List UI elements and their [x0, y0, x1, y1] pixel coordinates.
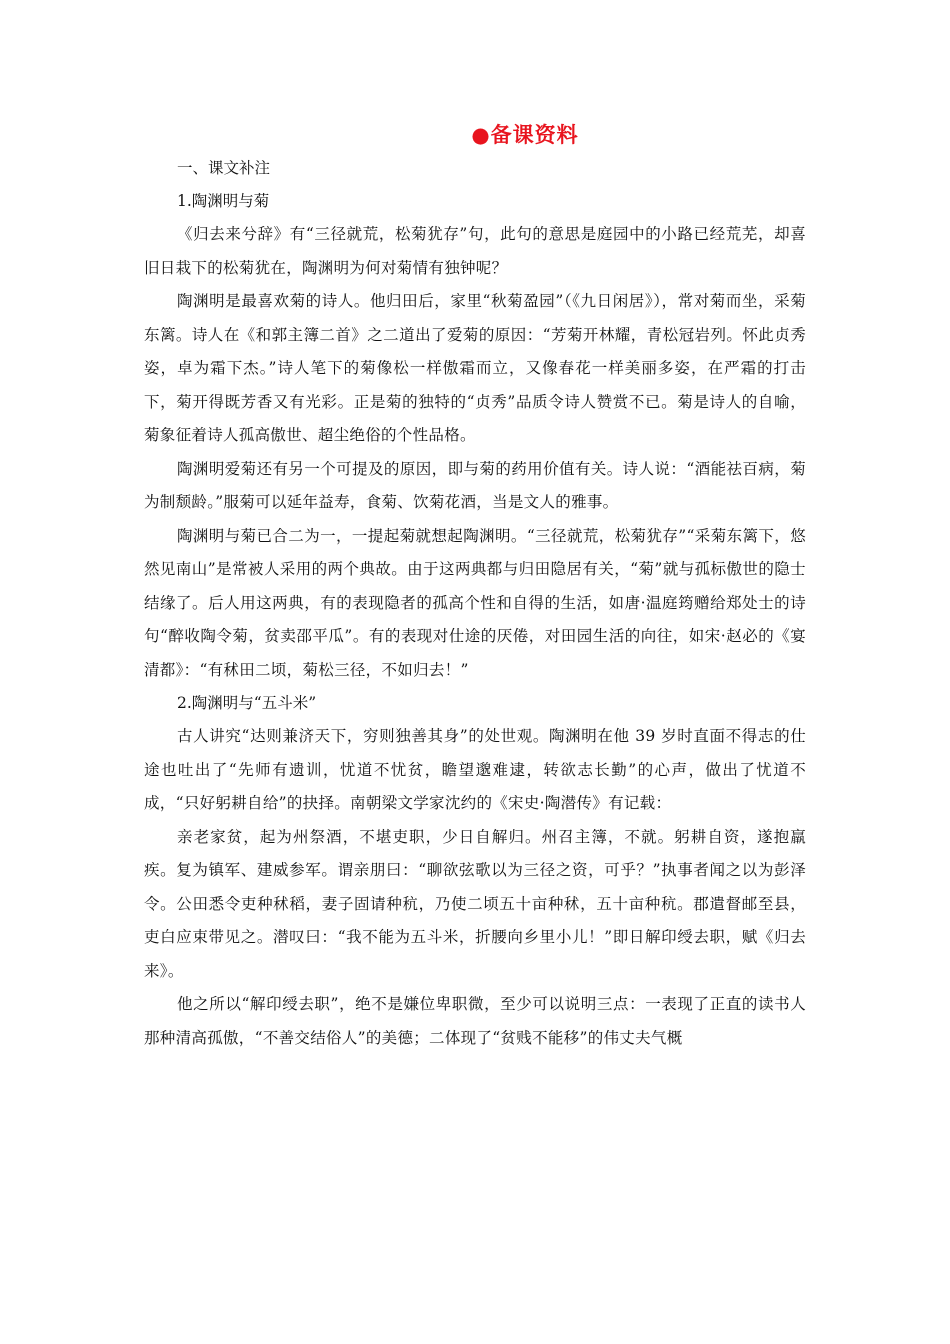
paragraph-6: 亲老家贫，起为州祭酒，不堪吏职，少日自解归。州召主簿，不就。躬耕自资，遂抱羸疾。复为镇军、建威参军。谓亲朋曰：“聊欲弦歌以为三径之资，可乎？”执事者闻之以为彭泽令。公田悉令吏种秫稻，妻子固请种秔，乃使二顷五十亩种秫，五十亩种秔。郡遣督邮至县，吏白应束带见之。潜叹曰：“我不能为五斗米，折腰向乡里小儿！”即日解印绶去职，赋《归去来》。	[144, 827, 806, 980]
paragraph-1: 《归去来兮辞》有“三径就荒，松菊犹存”句，此句的意思是庭园中的小路已经荒芜，却喜旧日栽下的松菊犹在，陶渊明为何对菊情有独钟呢？	[144, 225, 806, 277]
subsection-heading-2: 2.陶渊明与“五斗米”	[177, 694, 317, 712]
paragraph-5: 古人讲究“达则兼济天下，穷则独善其身”的处世观。陶渊明在他 39 岁时直面不得志的仕途也吐出了“先师有遗训，忧道不忧贫，瞻望邈难逮，转欲志长勤”的心声，做出了忧道不成，“只好躬耕自给”的抉择。南朝梁文学家沈约的《宋史·陶潜传》有记载：	[144, 727, 806, 812]
paragraph-2: 陶渊明是最喜欢菊的诗人。他归田后，家里“秋菊盈园”（《九日闲居》），常对菊而坐，采菊东篱。诗人在《和郭主簿二首》之二道出了爱菊的原因：“芳菊开林耀，青松冠岩列。怀此贞秀姿，卓为霜下杰。”诗人笔下的菊像松一样傲霜而立，又像春花一样美丽多姿，在严霜的打击下，菊开得既芳香又有光彩。正是菊的独特的“贞秀”品质令诗人赞赏不已。菊是诗人的自喻，菊象征着诗人孤高傲世、超尘绝俗的个性品格。	[144, 292, 806, 444]
paragraph-7: 他之所以“解印绶去职”，绝不是嫌位卑职微，至少可以说明三点：一表现了正直的读书人那种清高孤傲，“不善交结俗人”的美德；二体现了“贫贱不能移”的伟丈夫气概	[144, 995, 806, 1047]
page-title: ●备课资料	[471, 122, 579, 147]
section-heading: 一、课文补注	[177, 159, 271, 177]
paragraph-4: 陶渊明与菊已合二为一，一提起菊就想起陶渊明。“三径就荒，松菊犹存”“采菊东篱下，悠然见南山”是常被人采用的两个典故。由于这两典都与归田隐居有关，“菊”就与孤标傲世的隐士结缘了。后人用这两典，有的表现隐者的孤高个性和自得的生活，如唐·温庭筠赠给郑处士的诗句“醉收陶令菊，贫卖邵平瓜”。有的表现对仕途的厌倦，对田园生活的向往，如宋·赵必的《宴清都》：“有秫田二顷，菊松三径，不如归去！”	[144, 526, 806, 679]
subsection-heading-1: 1.陶渊明与菊	[177, 192, 270, 210]
paragraph-3: 陶渊明爱菊还有另一个可提及的原因，即与菊的药用价值有关。诗人说：“酒能祛百病，菊为制颓龄。”服菊可以延年益寿，食菊、饮菊花酒，当是文人的雅事。	[144, 459, 806, 511]
